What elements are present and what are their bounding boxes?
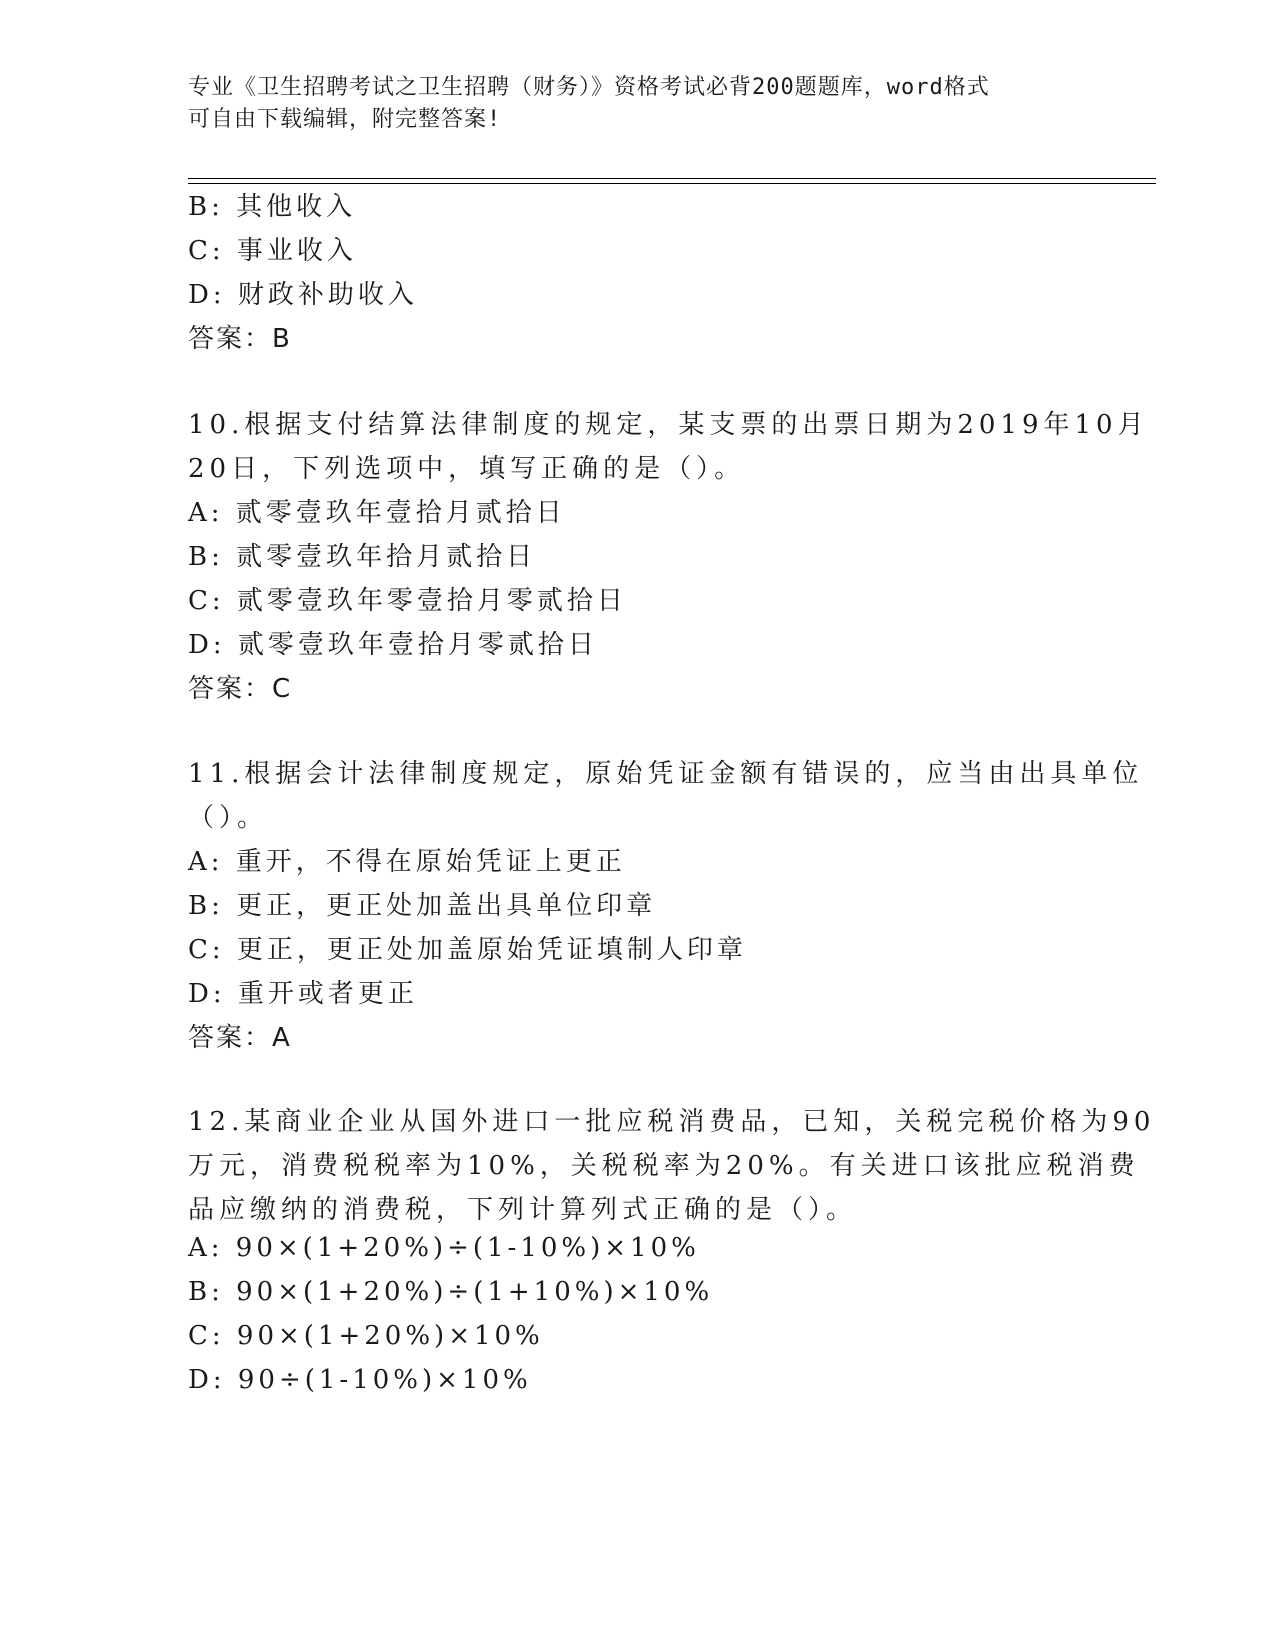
- document-header: [188, 72, 1088, 136]
- header-divider-top: [188, 178, 1156, 179]
- q12-stem-line-3: 品应缴纳的消费税，下列计算列式正确的是（）。: [188, 1195, 858, 1225]
- q10-option-c: C: 贰零壹玖年零壹拾月零贰拾日: [188, 586, 627, 616]
- q9-option-b: B: 其他收入: [188, 192, 357, 222]
- q11-stem-line-2: （）。: [188, 803, 269, 833]
- q10-option-a: A: 贰零壹玖年壹拾月贰拾日: [188, 498, 566, 528]
- q12-stem-line-1: 12.某商业企业从国外进口一批应税消费品，已知，关税完税价格为90: [188, 1107, 1156, 1137]
- q12-option-b: B: 90×(1+20%)÷(1+10%)×10%: [188, 1277, 714, 1307]
- q11-option-b: B: 更正，更正处加盖出具单位印章: [188, 891, 657, 921]
- q9-option-c: C: 事业收入: [188, 236, 357, 266]
- header-line-2: 可自由下载编辑，附完整答案!: [188, 107, 502, 132]
- q12-option-a: A: 90×(1+20%)÷(1-10%)×10%: [188, 1233, 700, 1263]
- q9-option-d: D: 财政补助收入: [188, 280, 418, 310]
- q12-stem-line-2: 万元，消费税税率为10%，关税税率为20%。有关进口该批应税消费: [188, 1151, 1140, 1181]
- q11-stem-line-1: 11.根据会计法律制度规定，原始凭证金额有错误的，应当由出具单位: [188, 759, 1144, 789]
- q12-option-c: C: 90×(1+20%)×10%: [188, 1321, 544, 1351]
- q10-answer: 答案：C: [188, 674, 293, 704]
- q11-option-d: D: 重开或者更正: [188, 979, 418, 1009]
- q9-answer: 答案：B: [188, 324, 292, 354]
- q12-option-d: D: 90÷(1-10%)×10%: [188, 1365, 532, 1395]
- q11-option-a: A: 重开，不得在原始凭证上更正: [188, 847, 626, 877]
- q10-stem-line-2: 20日，下列选项中，填写正确的是（）。: [188, 454, 746, 484]
- header-divider-bottom: [188, 183, 1156, 184]
- q10-option-b: B: 贰零壹玖年拾月贰拾日: [188, 542, 537, 572]
- q11-answer: 答案：A: [188, 1023, 292, 1053]
- q11-option-c: C: 更正，更正处加盖原始凭证填制人印章: [188, 935, 747, 965]
- q10-stem-line-1: 10.根据支付结算法律制度的规定，某支票的出票日期为2019年10月: [188, 410, 1149, 440]
- header-line-1: 专业《卫生招聘考试之卫生招聘（财务）》资格考试必背200题题库，word格式: [188, 75, 990, 100]
- q10-option-d: D: 贰零壹玖年壹拾月零贰拾日: [188, 630, 598, 660]
